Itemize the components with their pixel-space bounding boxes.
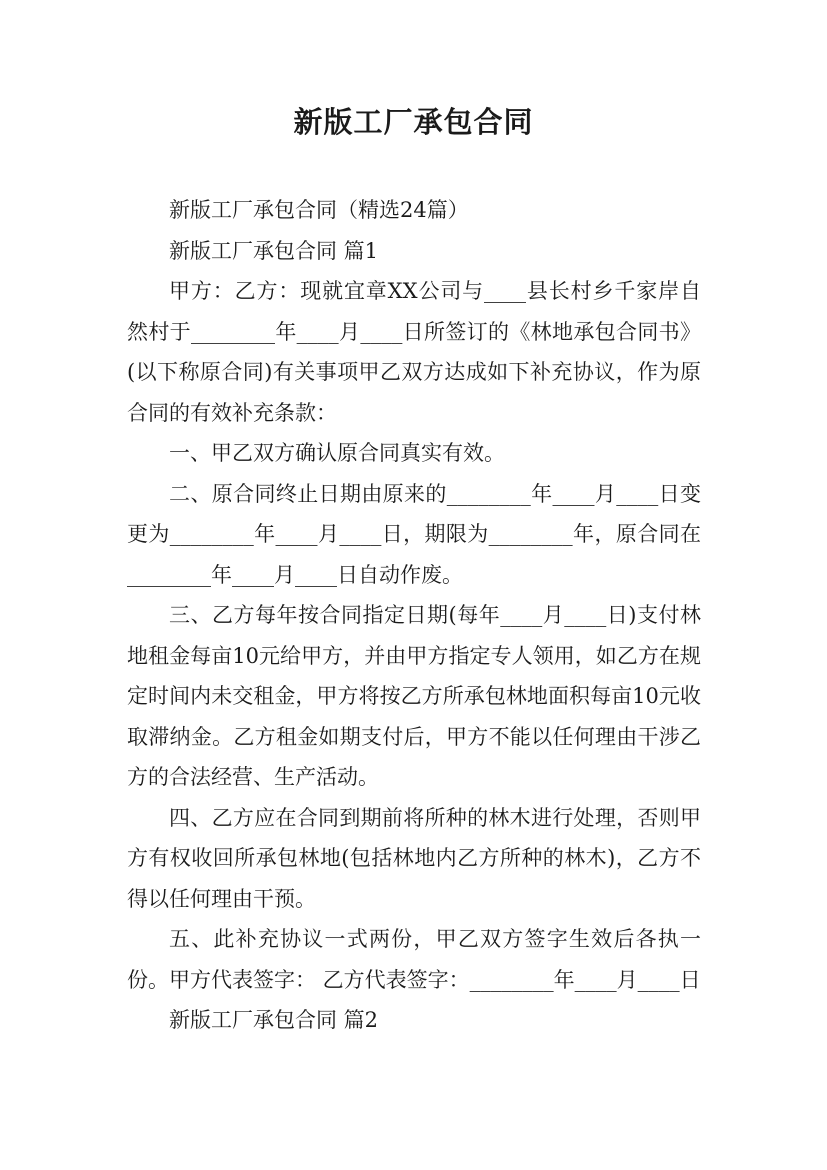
clause-2: 二、原合同终止日期由原来的________年____月____日变更为________年____月____日，期限为________年，原合同在________年____月____日自动作废。 <box>127 481 701 587</box>
section-heading: 新版工厂承包合同 篇1 <box>169 238 379 263</box>
clause-1: 一、甲乙双方确认原合同真实有效。 <box>169 441 505 465</box>
intro-paragraph: 甲方：乙方：现就宜章XX公司与____县长村乡千家岸自然村于________年____月____日所签订的《林地承包合同书》(以下称原合同)有关事项甲乙双方达成如下补充协议，作为原合同的有效补充条款： <box>127 279 701 425</box>
clause-3: 三、乙方每年按合同指定日期(每年____月____日)支付林地租金每亩10元给甲方，并由甲方指定专人领用，如乙方在规定时间内未交租金，甲方将按乙方所承包林地面积每亩10元收取滞纳金。乙方租金如期支付后，甲方不能以任何理由干涉乙方的合法经营、生产活动。 <box>127 603 701 789</box>
document-body <box>127 190 701 1041</box>
clause-4: 四、乙方应在合同到期前将所种的林木进行处理，否则甲方有权收回所承包林地(包括林地内乙方所种的林木)，乙方不得以任何理由干预。 <box>127 805 701 911</box>
section-heading: 新版工厂承包合同 篇2 <box>169 1008 379 1032</box>
clause-5: 五、此补充协议一式两份，甲乙双方签字生效后各执一份。甲方代表签字： 乙方代表签字：________年____月____日 <box>127 927 701 992</box>
contract-subtitle: 新版工厂承包合同（精选24篇） <box>169 198 469 222</box>
document-title: 新版工厂承包合同 <box>293 105 534 139</box>
